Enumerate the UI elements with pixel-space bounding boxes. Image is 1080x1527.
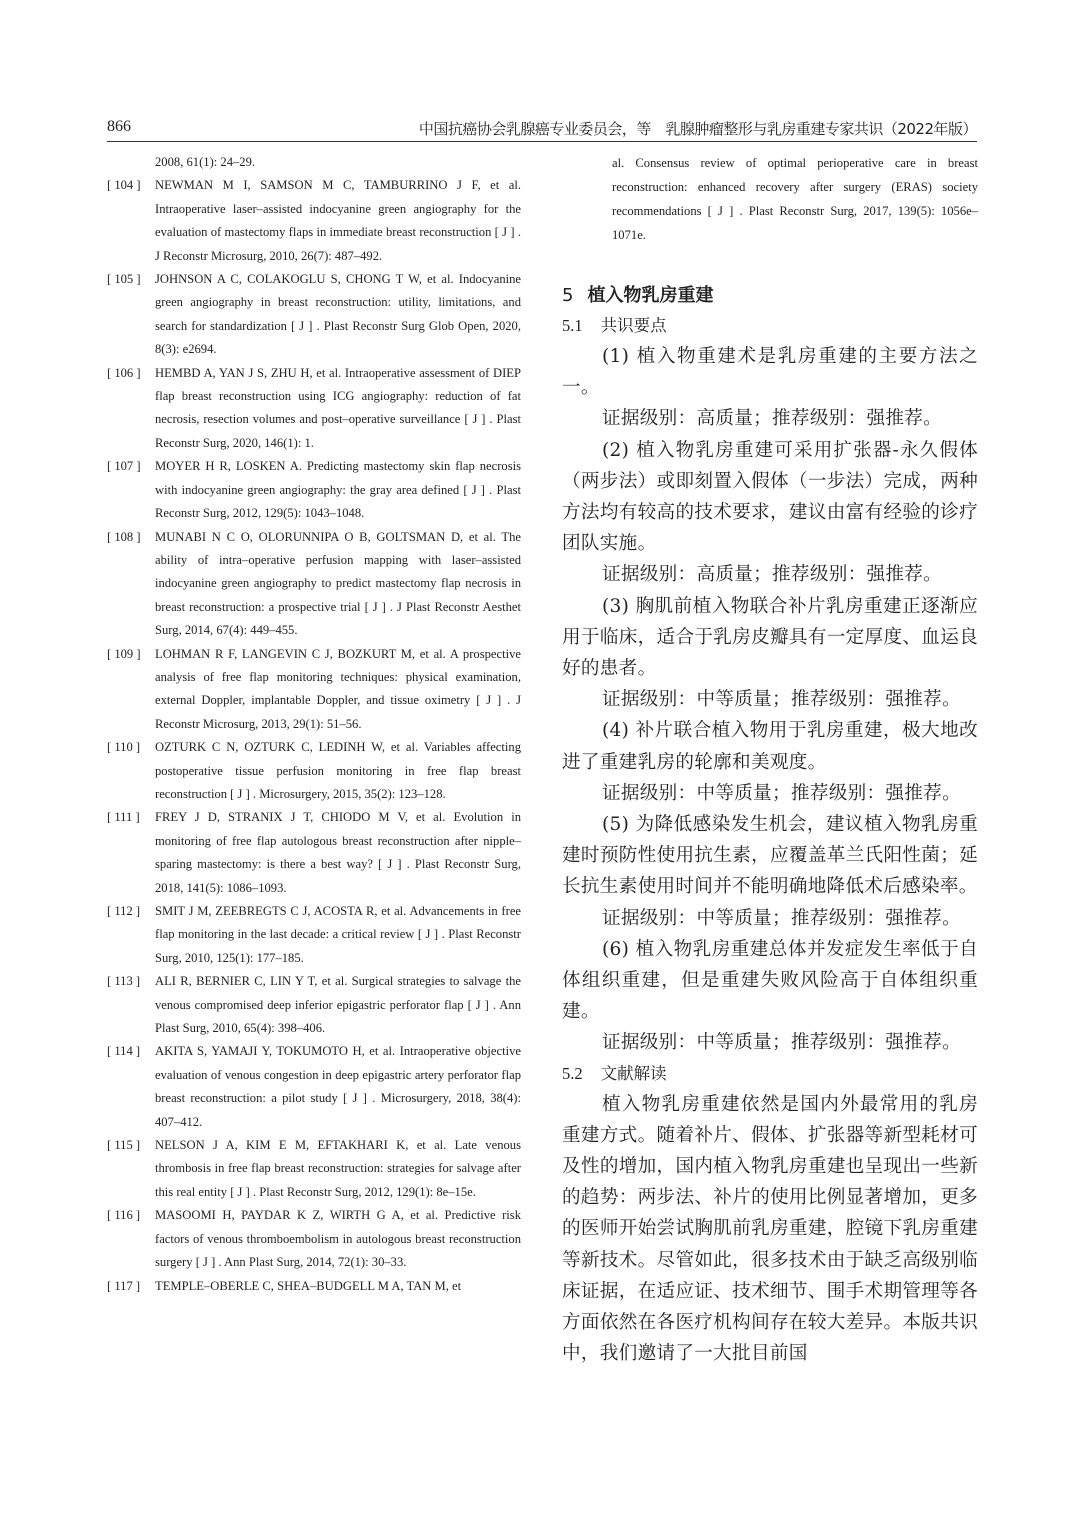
body-paragraph: 证据级别：中等质量；推荐级别：强推荐。 <box>601 907 961 929</box>
page-number: 866 <box>107 118 131 135</box>
reference-number: [ 110 ] <box>107 740 141 755</box>
section-heading <box>562 281 978 311</box>
reference-text: JOHNSON A C, COLAKOGLU S, CHONG T W, et al. Indocyanine green angiography in breast reconstruction: utility, limitations, and search for standardization [ J ] . Plast Reconstr Surg Glob Open, 2020, 8(3): e2694. <box>155 272 521 357</box>
reference-item <box>107 806 521 900</box>
body-paragraph: (5) 为降低感染发生机会，建议植入物乳房重建时预防性使用抗生素，应覆盖革兰氏阳性菌；延长抗生素使用时间并不能明确地降低术后感染率。 <box>562 814 978 898</box>
reference-item <box>107 455 521 525</box>
reference-item <box>107 174 521 268</box>
reference-text: HEMBD A, YAN J S, ZHU H, et al. Intraoperative assessment of DIEP flap breast reconstruction using ICG angiography: reduction of fat necrosis, resection volumes and post–operative surveillance [ J ] . Plast Reconstr Surg, 2020, 146(1): 1. <box>155 365 521 450</box>
section-number: 5 <box>562 285 574 306</box>
reference-item <box>107 643 521 737</box>
reference-number: [ 116 ] <box>107 1208 141 1223</box>
reference-text: NELSON J A, KIM E M, EFTAKHARI K, et al. Late venous thrombosis in free flap breast reconstruction: strategies for salvage after this real entity [ J ] . Plast Reconstr Surg, 2012, 129(1): 8e–15e. <box>155 1138 521 1199</box>
reference-number: [ 115 ] <box>107 1138 141 1153</box>
reference-item <box>107 1040 521 1134</box>
reference-number: [ 114 ] <box>107 1044 141 1059</box>
reference-item <box>107 1275 521 1298</box>
body-paragraph: 证据级别：中等质量；推荐级别：强推荐。 <box>601 689 961 711</box>
reference-number: [ 108 ] <box>107 529 141 544</box>
reference-item <box>107 900 521 970</box>
subsection-title: 共识要点 <box>600 316 667 335</box>
reference-item <box>107 268 521 362</box>
subsection-heading <box>562 1059 978 1089</box>
reference-text: AKITA S, YAMAJI Y, TOKUMOTO H, et al. Intraoperative objective evaluation of venous congestion in deep epigastric artery perforator flap breast reconstruction: a pilot study [ J ] . Microsurgery, 2018, 38(4): 407–412. <box>155 1044 521 1129</box>
reference-number: [ 106 ] <box>107 365 141 380</box>
reference-text: MUNABI N C O, OLORUNNIPA O B, GOLTSMAN D, et al. The ability of intra–operative perfusion mapping with laser–assisted indocyanine green angiography to predict mastectomy flap necrosis in breast reconstruction: a prospective trial [ J ] . J Plast Reconstr Aesthet Surg, 2014, 67(4): 449–455. <box>155 529 521 638</box>
body-paragraph: (2) 植入物乳房重建可采用扩张器-永久假体（两步法）或即刻置入假体（一步法）完成，两种方法均有较高的技术要求，建议由富有经验的诊疗团队实施。 <box>562 439 978 555</box>
subsection-title: 文献解读 <box>600 1063 667 1083</box>
reference-number: [ 104 ] <box>107 178 141 193</box>
body-column-right <box>562 151 978 1370</box>
reference-text: LOHMAN R F, LANGEVIN C J, BOZKURT M, et al. A prospective analysis of free flap monitoring techniques: physical examination, external Doppler, implantable Doppler, and tissue oximetry [ J ] . J Reconstr Microsurg, 2013, 29(1): 51–56. <box>155 646 521 731</box>
body-paragraph: 证据级别：高质量；推荐级别：强推荐。 <box>601 564 943 586</box>
running-title: 中国抗癌协会乳腺癌专业委员会，等 乳腺肿瘤整形与乳房重建专家共识（2022年版） <box>418 120 977 138</box>
reference-text: FREY J D, STRANIX J T, CHIODO M V, et al. Evolution in monitoring of free flap autologous breast reconstruction after nipple–sparing mastectomy: is there a best way? [ J ] . Plast Reconstr Surg, 2018, 141(5): 1086–1093. <box>155 810 521 895</box>
reference-item <box>107 970 521 1040</box>
reference-text: OZTURK C N, OZTURK C, LEDINH W, et al. Variables affecting postoperative tissue perfusion monitoring in free flap breast reconstruction [ J ] . Microsurgery, 2015, 35(2): 123–128. <box>155 740 521 801</box>
reference-item <box>107 1134 521 1204</box>
references-column-left <box>107 151 521 1298</box>
reference-text: TEMPLE–OBERLE C, SHEA–BUDGELL M A, TAN M, et <box>155 1278 462 1293</box>
reference-number: [ 117 ] <box>107 1278 141 1293</box>
reference-number: [ 111 ] <box>107 810 140 825</box>
reference-continuation: 2008, 61(1): 24–29. <box>155 155 256 169</box>
subsection-number: 5.2 <box>562 1063 583 1083</box>
subsection-heading <box>562 311 978 341</box>
body-paragraph: 证据级别：中等质量；推荐级别：强推荐。 <box>601 1032 961 1054</box>
reference-number: [ 113 ] <box>107 974 141 989</box>
reference-text: MOYER H R, LOSKEN A. Predicting mastectomy skin flap necrosis with indocyanine green angiography: the gray area defined [ J ] . Plast Reconstr Surg, 2012, 129(5): 1043–1048. <box>155 459 521 521</box>
reference-text: ALI R, BERNIER C, LIN Y T, et al. Surgical strategies to salvage the venous compromised deep inferior epigastric perforator flap [ J ] . Ann Plast Surg, 2010, 65(4): 398–406. <box>155 974 521 1036</box>
reference-number: [ 107 ] <box>107 459 141 474</box>
body-paragraph: 证据级别：高质量；推荐级别：强推荐。 <box>601 408 943 430</box>
reference-item <box>107 526 521 643</box>
reference-continuation: al. Consensus review of optimal perioperative care in breast reconstruction: enhanced recovery after surgery (ERAS) society recommendations [ J ] . Plast Reconstr Surg, 2017, 139(5): 1056e–1071e. <box>612 156 978 242</box>
body-paragraph: (6) 植入物乳房重建总体并发症发生率低于自体组织重建，但是重建失败风险高于自体组织重建。 <box>562 938 978 1023</box>
reference-number: [ 109 ] <box>107 646 141 661</box>
reference-number: [ 112 ] <box>107 904 141 918</box>
reference-item <box>107 362 521 456</box>
reference-text: SMIT J M, ZEEBREGTS C J, ACOSTA R, et al. Advancements in free flap monitoring in the last decade: a critical review [ J ] . Plast Reconstr Surg, 2010, 125(1): 177–185. <box>155 904 521 965</box>
reference-text: MASOOMI H, PAYDAR K Z, WIRTH G A, et al. Predictive risk factors of venous thromboembolism in autologous breast reconstruction surgery [ J ] . Ann Plast Surg, 2014, 72(1): 30–33. <box>155 1208 521 1270</box>
reference-text: NEWMAN M I, SAMSON M C, TAMBURRINO J F, et al. Intraoperative laser–assisted indocyanine green angiography for the evaluation of mastectomy flaps in immediate breast reconstruction [ J ] . J Reconstr Microsurg, 2010, 26(7): 487–492. <box>155 178 521 263</box>
reference-item <box>107 1204 521 1274</box>
body-paragraph: (4) 补片联合植入物用于乳房重建，极大地改进了重建乳房的轮廓和美观度。 <box>562 720 978 773</box>
body-paragraph: (1) 植入物重建术是乳房重建的主要方法之一。 <box>562 346 978 399</box>
body-paragraph: 证据级别：中等质量；推荐级别：强推荐。 <box>601 782 961 804</box>
section-title: 植入物乳房重建 <box>587 285 714 306</box>
reference-item <box>107 736 521 806</box>
subsection-number: 5.1 <box>562 316 583 335</box>
page-header <box>107 116 977 142</box>
body-paragraph: 植入物乳房重建依然是国内外最常用的乳房重建方式。随着补片、假体、扩张器等新型耗材可及性的增加，国内植入物乳房重建也呈现出一些新的趋势：两步法、补片的使用比例显著增加，更多的医师开始尝试胸肌前乳房重建，腔镜下乳房重建等新技术。尽管如此，很多技术由于缺乏高级别临床证据，在适应证、技术细节、围手术期管理等各方面依然在各医疗机构间存在较大差异。本版共识中，我们邀请了一大批目前国 <box>562 1093 978 1365</box>
reference-number: [ 105 ] <box>107 272 141 287</box>
body-paragraph: (3) 胸肌前植入物联合补片乳房重建正逐渐应用于临床，适合于乳房皮瓣具有一定厚度、血运良好的患者。 <box>562 595 978 680</box>
